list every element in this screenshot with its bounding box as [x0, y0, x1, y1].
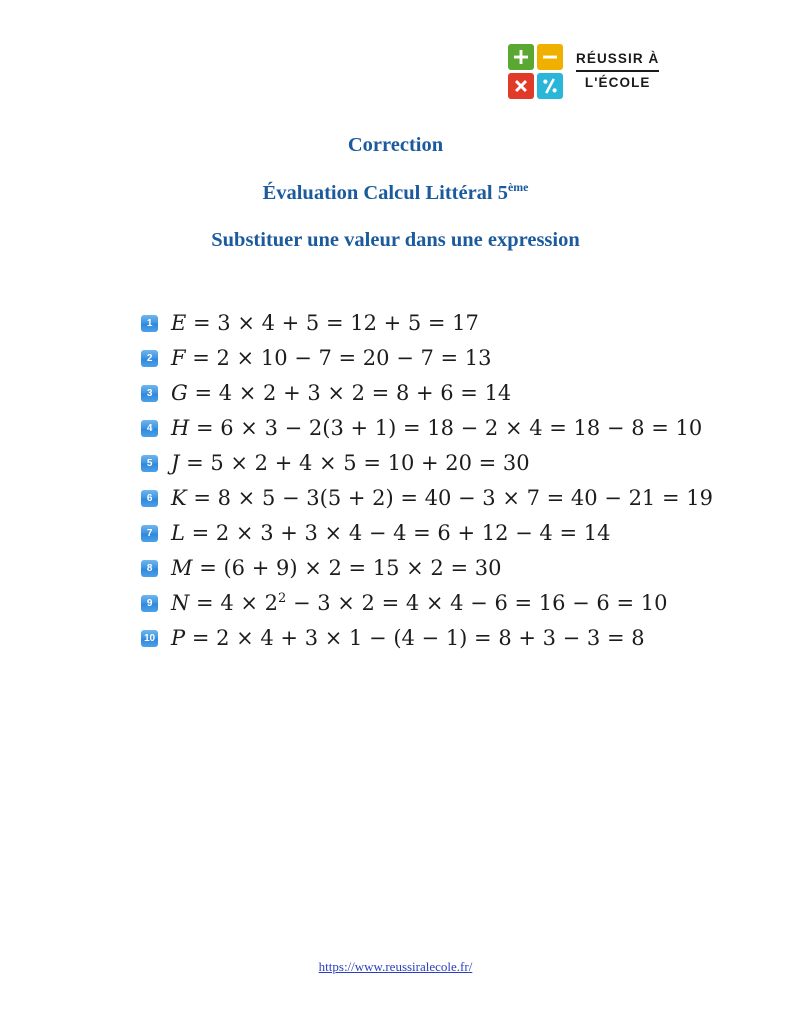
logo-line-2: L'ÉCOLE [584, 75, 651, 91]
equation-variable: E [171, 311, 187, 335]
list-item [141, 553, 761, 588]
item-number-badge: 2 [141, 350, 158, 367]
equation-variable: M [171, 556, 193, 580]
page-subtitle-superscript: ème [508, 179, 529, 194]
page-title-group [0, 133, 791, 253]
equation-variable: F [171, 346, 186, 370]
logo-line-1: RÉUSSIR À [576, 50, 660, 66]
equation-exponent: 2 [278, 591, 287, 606]
equation-variable: K [171, 486, 187, 510]
equation-text [171, 588, 667, 619]
times-icon [508, 73, 534, 99]
equation-variable: G [171, 381, 188, 405]
equation-text [171, 308, 479, 339]
equation-text [171, 413, 702, 444]
divide-icon [537, 73, 563, 99]
item-number-badge: 1 [141, 315, 158, 332]
minus-icon [537, 44, 563, 70]
equation-text [171, 483, 713, 514]
item-number-badge: 10 [141, 630, 158, 647]
equation-body-pre: = 4 × 2 [189, 591, 278, 615]
equation-body-post: − 3 × 2 = 4 × 4 − 6 = 16 − 6 = 10 [286, 591, 668, 615]
equation-list [141, 308, 761, 658]
equation-text [171, 623, 645, 654]
website-link[interactable]: https://www.reussiralecole.fr/ [318, 959, 473, 974]
equation-variable: J [171, 451, 180, 475]
logo-wordmark [576, 51, 659, 92]
equation-variable: L [171, 521, 185, 545]
equation-variable: H [171, 416, 190, 440]
list-item [141, 483, 761, 518]
item-number-badge: 5 [141, 455, 158, 472]
item-number-badge: 4 [141, 420, 158, 437]
list-item [141, 518, 761, 553]
equation-variable: N [171, 591, 190, 615]
equation-body: = 8 × 5 − 3(5 + 2) = 40 − 3 × 7 = 40 − 21 = 19 [186, 486, 713, 510]
list-item [141, 623, 761, 658]
equation-body: = 5 × 2 + 4 × 5 = 10 + 20 = 30 [179, 451, 530, 475]
page-subtitle [0, 181, 791, 206]
equation-text [171, 518, 610, 549]
item-number-badge: 3 [141, 385, 158, 402]
equation-text [171, 378, 511, 409]
logo-tile-grid [508, 44, 563, 99]
page-topic-title: Substituer une valeur dans une expression [211, 229, 580, 252]
equation-body: = (6 + 9) × 2 = 15 × 2 = 30 [192, 556, 502, 580]
footer [0, 958, 791, 976]
list-item [141, 378, 761, 413]
page-title: Correction [347, 134, 444, 156]
equation-body: = 2 × 4 + 3 × 1 − (4 − 1) = 8 + 3 − 3 = 8 [185, 626, 645, 650]
equation-body: = 4 × 2 + 3 × 2 = 8 + 6 = 14 [187, 381, 512, 405]
equation-body: = 2 × 3 + 3 × 4 − 4 = 6 + 12 − 4 = 14 [184, 521, 611, 545]
item-number-badge: 6 [141, 490, 158, 507]
equation-variable: P [171, 626, 186, 650]
item-number-badge: 7 [141, 525, 158, 542]
equation-text [171, 448, 530, 479]
plus-icon [508, 44, 534, 70]
logo-divider [576, 70, 659, 73]
equation-text [171, 553, 501, 584]
brand-logo [508, 44, 659, 99]
equation-body: = 3 × 4 + 5 = 12 + 5 = 17 [186, 311, 479, 335]
list-item [141, 343, 761, 378]
list-item [141, 308, 761, 343]
item-number-badge: 9 [141, 595, 158, 612]
equation-text [171, 343, 492, 374]
item-number-badge: 8 [141, 560, 158, 577]
list-item [141, 448, 761, 483]
list-item [141, 413, 761, 448]
equation-body: = 2 × 10 − 7 = 20 − 7 = 13 [185, 346, 492, 370]
equation-body: = 6 × 3 − 2(3 + 1) = 18 − 2 × 4 = 18 − 8 = 10 [189, 416, 703, 440]
list-item [141, 588, 761, 623]
page-subtitle-text: Évaluation Calcul Littéral 5 [262, 181, 508, 204]
